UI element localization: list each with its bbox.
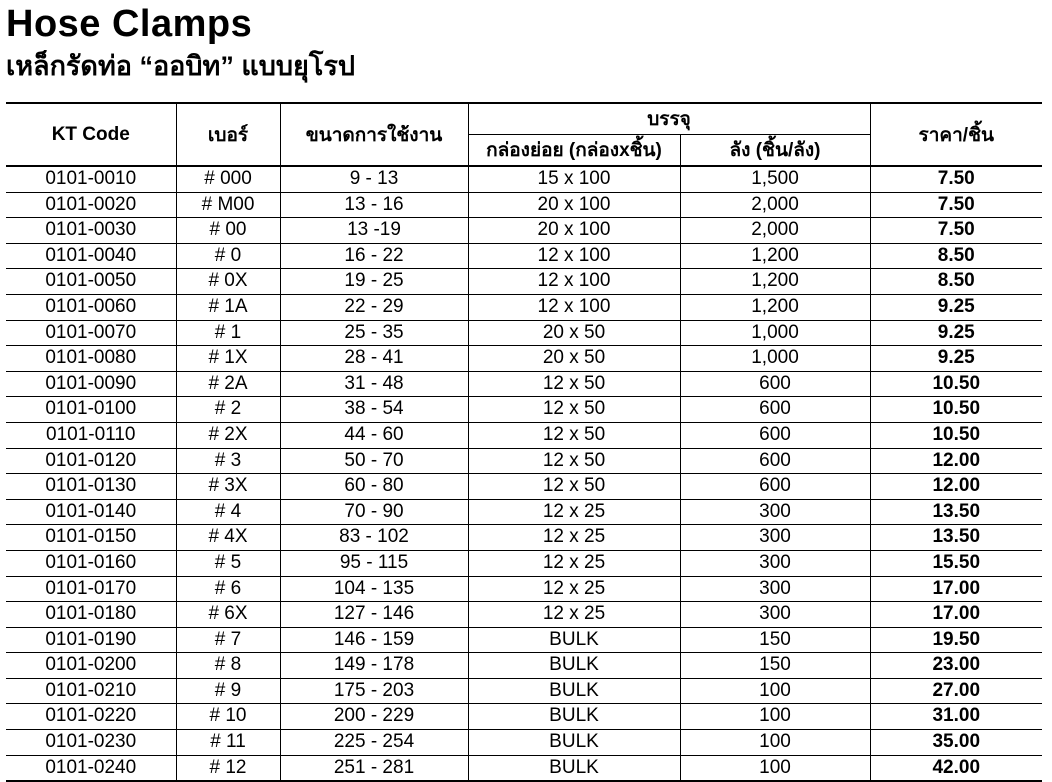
cell-number: # 1X (176, 346, 280, 372)
cell-size: 44 - 60 (280, 422, 468, 448)
cell-number: # 4X (176, 525, 280, 551)
cell-carton: 100 (680, 704, 870, 730)
cell-kt-code: 0101-0110 (6, 422, 176, 448)
cell-price: 31.00 (870, 704, 1042, 730)
cell-kt-code: 0101-0100 (6, 397, 176, 423)
cell-size: 175 - 203 (280, 678, 468, 704)
cell-number: # 10 (176, 704, 280, 730)
cell-kt-code: 0101-0240 (6, 755, 176, 781)
cell-price: 7.50 (870, 166, 1042, 192)
cell-kt-code: 0101-0200 (6, 653, 176, 679)
header-number: เบอร์ (176, 103, 280, 166)
cell-kt-code: 0101-0060 (6, 294, 176, 320)
table-row (6, 474, 1042, 500)
cell-kt-code: 0101-0090 (6, 371, 176, 397)
table-row (6, 550, 1042, 576)
cell-number: # 6 (176, 576, 280, 602)
cell-number: # 4 (176, 499, 280, 525)
cell-price: 15.50 (870, 550, 1042, 576)
page-subtitle: เหล็กรัดท่อ “ออบิท” แบบยุโรป (6, 51, 355, 81)
cell-carton: 1,200 (680, 269, 870, 295)
cell-carton: 1,000 (680, 320, 870, 346)
cell-kt-code: 0101-0120 (6, 448, 176, 474)
table-body (6, 166, 1042, 781)
cell-size: 251 - 281 (280, 755, 468, 781)
cell-box: BULK (468, 627, 680, 653)
cell-price: 19.50 (870, 627, 1042, 653)
cell-size: 19 - 25 (280, 269, 468, 295)
cell-carton: 100 (680, 730, 870, 756)
cell-size: 25 - 35 (280, 320, 468, 346)
cell-number: # 6X (176, 602, 280, 628)
table-row (6, 448, 1042, 474)
cell-kt-code: 0101-0170 (6, 576, 176, 602)
cell-price: 9.25 (870, 320, 1042, 346)
cell-size: 149 - 178 (280, 653, 468, 679)
cell-box: 12 x 25 (468, 525, 680, 551)
cell-number: # 9 (176, 678, 280, 704)
cell-number: # 1 (176, 320, 280, 346)
cell-box: 12 x 100 (468, 294, 680, 320)
cell-kt-code: 0101-0130 (6, 474, 176, 500)
cell-size: 31 - 48 (280, 371, 468, 397)
cell-size: 127 - 146 (280, 602, 468, 628)
cell-box: BULK (468, 653, 680, 679)
cell-number: # 000 (176, 166, 280, 192)
table-row (6, 653, 1042, 679)
cell-carton: 1,200 (680, 294, 870, 320)
cell-number: # 2A (176, 371, 280, 397)
cell-price: 10.50 (870, 422, 1042, 448)
cell-kt-code: 0101-0180 (6, 602, 176, 628)
cell-kt-code: 0101-0210 (6, 678, 176, 704)
cell-number: # 8 (176, 653, 280, 679)
cell-kt-code: 0101-0080 (6, 346, 176, 372)
cell-box: 12 x 50 (468, 474, 680, 500)
cell-kt-code: 0101-0040 (6, 243, 176, 269)
cell-kt-code: 0101-0070 (6, 320, 176, 346)
cell-number: # 7 (176, 627, 280, 653)
cell-box: 12 x 100 (468, 243, 680, 269)
cell-kt-code: 0101-0150 (6, 525, 176, 551)
table-row (6, 243, 1042, 269)
cell-number: # 00 (176, 218, 280, 244)
header-price: ราคา/ชิ้น (870, 103, 1042, 166)
cell-price: 17.00 (870, 576, 1042, 602)
cell-number: # 5 (176, 550, 280, 576)
cell-size: 9 - 13 (280, 166, 468, 192)
header-size: ขนาดการใช้งาน (280, 103, 468, 166)
cell-box: 12 x 50 (468, 397, 680, 423)
cell-kt-code: 0101-0050 (6, 269, 176, 295)
cell-kt-code: 0101-0140 (6, 499, 176, 525)
table-row (6, 320, 1042, 346)
cell-carton: 300 (680, 550, 870, 576)
table-row (6, 678, 1042, 704)
cell-box: BULK (468, 678, 680, 704)
cell-carton: 100 (680, 678, 870, 704)
cell-size: 50 - 70 (280, 448, 468, 474)
cell-box: 12 x 100 (468, 269, 680, 295)
header-packing: บรรจุ (468, 103, 870, 135)
cell-size: 70 - 90 (280, 499, 468, 525)
cell-price: 9.25 (870, 346, 1042, 372)
cell-carton: 300 (680, 499, 870, 525)
cell-carton: 2,000 (680, 218, 870, 244)
cell-box: 15 x 100 (468, 166, 680, 192)
cell-number: # 0X (176, 269, 280, 295)
cell-size: 13 -19 (280, 218, 468, 244)
cell-carton: 300 (680, 576, 870, 602)
cell-size: 104 - 135 (280, 576, 468, 602)
cell-price: 10.50 (870, 397, 1042, 423)
cell-number: # 3 (176, 448, 280, 474)
cell-kt-code: 0101-0030 (6, 218, 176, 244)
cell-number: # 0 (176, 243, 280, 269)
table-row (6, 346, 1042, 372)
cell-size: 225 - 254 (280, 730, 468, 756)
cell-kt-code: 0101-0220 (6, 704, 176, 730)
cell-size: 22 - 29 (280, 294, 468, 320)
cell-kt-code: 0101-0190 (6, 627, 176, 653)
cell-box: 12 x 50 (468, 422, 680, 448)
table-row (6, 422, 1042, 448)
cell-box: 12 x 25 (468, 499, 680, 525)
table-row (6, 166, 1042, 192)
cell-carton: 600 (680, 448, 870, 474)
cell-kt-code: 0101-0020 (6, 192, 176, 218)
cell-box: 12 x 25 (468, 576, 680, 602)
cell-box: 20 x 50 (468, 320, 680, 346)
cell-carton: 1,500 (680, 166, 870, 192)
table-row (6, 730, 1042, 756)
cell-price: 27.00 (870, 678, 1042, 704)
table-row (6, 499, 1042, 525)
cell-carton: 150 (680, 627, 870, 653)
cell-number: # 2X (176, 422, 280, 448)
cell-box: 20 x 50 (468, 346, 680, 372)
cell-number: # 2 (176, 397, 280, 423)
cell-number: # 3X (176, 474, 280, 500)
cell-size: 146 - 159 (280, 627, 468, 653)
table-row (6, 627, 1042, 653)
page-title: Hose Clamps (6, 3, 253, 45)
cell-carton: 600 (680, 371, 870, 397)
cell-price: 12.00 (870, 448, 1042, 474)
table-row (6, 192, 1042, 218)
table-row (6, 755, 1042, 781)
table-row (6, 371, 1042, 397)
cell-price: 7.50 (870, 192, 1042, 218)
cell-carton: 600 (680, 397, 870, 423)
cell-carton: 300 (680, 602, 870, 628)
cell-price: 35.00 (870, 730, 1042, 756)
cell-carton: 150 (680, 653, 870, 679)
cell-price: 10.50 (870, 371, 1042, 397)
cell-box: 20 x 100 (468, 218, 680, 244)
cell-price: 7.50 (870, 218, 1042, 244)
table-row (6, 397, 1042, 423)
cell-carton: 1,200 (680, 243, 870, 269)
table-row (6, 576, 1042, 602)
cell-price: 17.00 (870, 602, 1042, 628)
cell-kt-code: 0101-0010 (6, 166, 176, 192)
cell-box: BULK (468, 704, 680, 730)
cell-price: 13.50 (870, 499, 1042, 525)
cell-carton: 600 (680, 474, 870, 500)
cell-size: 13 - 16 (280, 192, 468, 218)
cell-kt-code: 0101-0160 (6, 550, 176, 576)
cell-box: BULK (468, 730, 680, 756)
cell-size: 60 - 80 (280, 474, 468, 500)
cell-size: 28 - 41 (280, 346, 468, 372)
table-row (6, 269, 1042, 295)
cell-box: 12 x 25 (468, 602, 680, 628)
cell-number: # 11 (176, 730, 280, 756)
table-header (6, 103, 1042, 166)
cell-price: 42.00 (870, 755, 1042, 781)
table-row (6, 704, 1042, 730)
header-carton: ลัง (ชิ้น/ลัง) (680, 135, 870, 167)
header-kt-code: KT Code (6, 103, 176, 166)
cell-carton: 100 (680, 755, 870, 781)
cell-carton: 1,000 (680, 346, 870, 372)
cell-carton: 600 (680, 422, 870, 448)
cell-size: 83 - 102 (280, 525, 468, 551)
cell-box: 12 x 50 (468, 448, 680, 474)
cell-box: BULK (468, 755, 680, 781)
header-box: กล่องย่อย (กล่องxชิ้น) (468, 135, 680, 167)
cell-box: 12 x 25 (468, 550, 680, 576)
table-row (6, 602, 1042, 628)
cell-price: 12.00 (870, 474, 1042, 500)
cell-number: # M00 (176, 192, 280, 218)
cell-number: # 12 (176, 755, 280, 781)
price-table (6, 102, 1042, 782)
cell-carton: 300 (680, 525, 870, 551)
cell-price: 8.50 (870, 269, 1042, 295)
table-row (6, 294, 1042, 320)
cell-size: 200 - 229 (280, 704, 468, 730)
cell-carton: 2,000 (680, 192, 870, 218)
cell-size: 38 - 54 (280, 397, 468, 423)
cell-size: 95 - 115 (280, 550, 468, 576)
cell-size: 16 - 22 (280, 243, 468, 269)
cell-price: 13.50 (870, 525, 1042, 551)
cell-price: 9.25 (870, 294, 1042, 320)
table-row (6, 525, 1042, 551)
cell-number: # 1A (176, 294, 280, 320)
cell-box: 20 x 100 (468, 192, 680, 218)
cell-price: 23.00 (870, 653, 1042, 679)
table-row (6, 218, 1042, 244)
cell-box: 12 x 50 (468, 371, 680, 397)
cell-kt-code: 0101-0230 (6, 730, 176, 756)
cell-price: 8.50 (870, 243, 1042, 269)
